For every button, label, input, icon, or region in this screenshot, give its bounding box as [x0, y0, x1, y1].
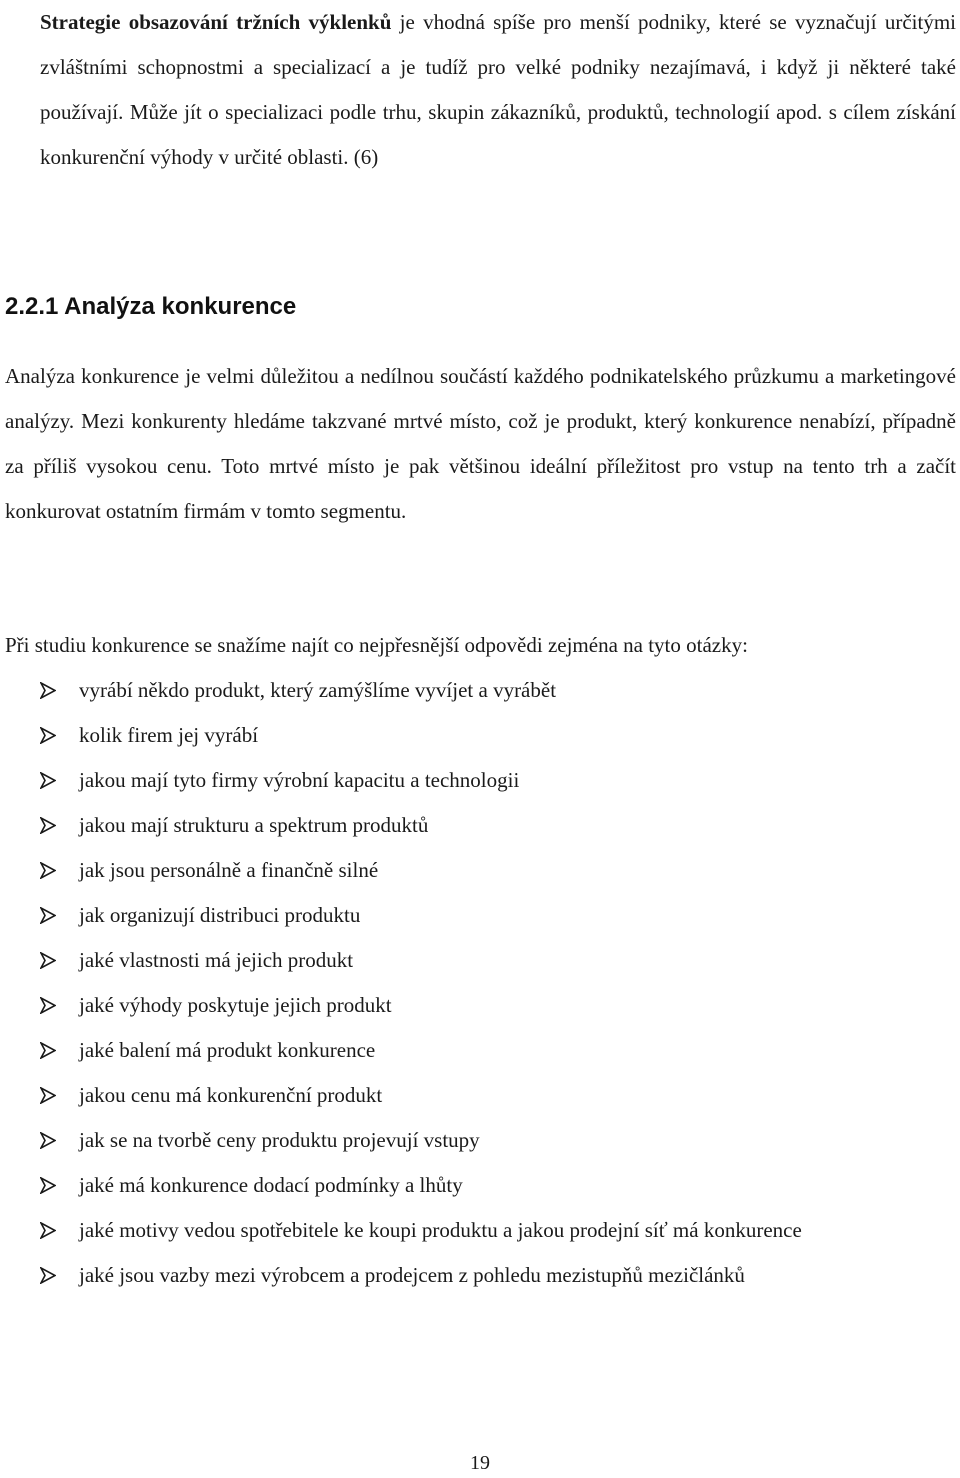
arrowhead-bullet-icon: [40, 997, 56, 1014]
list-item-text: jaké motivy vedou spotřebitele ke koupi produktu a jakou prodejní síť má konkurence: [79, 1218, 802, 1242]
list-item-text: jaké vlastnosti má jejich produkt: [79, 948, 354, 972]
list-item-text: jak se na tvorbě ceny produktu projevují vstupy: [79, 1128, 480, 1152]
paragraph-lead-term: Strategie obsazování tržních výklenků: [40, 10, 392, 34]
list-item: [0, 668, 956, 713]
arrowhead-bullet-icon: [40, 682, 56, 699]
list-item: [0, 893, 956, 938]
arrowhead-bullet-icon: [40, 1087, 56, 1104]
list-item: [0, 1163, 956, 1208]
arrowhead-bullet-icon: [40, 952, 56, 969]
page-number: 19: [470, 1452, 490, 1474]
list-item: [0, 938, 956, 983]
list-item-text: jaké má konkurence dodací podmínky a lhůty: [79, 1173, 463, 1197]
paragraph-questions-intro: Při studiu konkurence se snažíme najít co nejpřesnější odpovědi zejména na tyto otázky:: [5, 633, 748, 657]
list-item-text: jak jsou personálně a finančně silné: [79, 858, 379, 882]
arrowhead-bullet-icon: [40, 1267, 56, 1284]
paragraph-competition-analysis: Analýza konkurence je velmi důležitou a nedílnou součástí každého podnikatelského průzkumu a marketingové analýzy. Mezi konkurenty hledáme takzvané mrtvé místo, což je produkt, který konkurence nenabízí, případně za příliš vysokou cenu. Toto mrtvé místo je pak většinou ideální příležitost pro vstup na tento trh a začít konkurovat ostatním firmám v tomto segmentu.: [5, 364, 956, 523]
arrowhead-bullet-icon: [40, 1177, 56, 1194]
list-item: [0, 1118, 956, 1163]
list-item: [0, 713, 956, 758]
list-item: [0, 983, 956, 1028]
list-item: [0, 1028, 956, 1073]
list-item: [0, 1208, 956, 1253]
section-heading: 2.2.1 Analýza konkurence: [5, 293, 297, 320]
list-item-text: jaké výhody poskytuje jejich produkt: [79, 993, 392, 1017]
list-item-text: jakou mají tyto firmy výrobní kapacitu a technologii: [79, 768, 520, 792]
list-item: [0, 758, 956, 803]
arrowhead-bullet-icon: [40, 1042, 56, 1059]
list-item-text: jaké jsou vazby mezi výrobcem a prodejcem z pohledu mezistupňů mezičlánků: [79, 1263, 745, 1287]
arrowhead-bullet-icon: [40, 1222, 56, 1239]
list-item: [0, 1073, 956, 1118]
question-list: [0, 668, 960, 1298]
arrowhead-bullet-icon: [40, 1132, 56, 1149]
arrowhead-bullet-icon: [40, 862, 56, 879]
list-item-text: jakou mají strukturu a spektrum produktů: [79, 813, 429, 837]
paragraph-market-niche-strategy: [40, 0, 956, 180]
paragraph-body-text: je vhodná spíše pro menší podniky, které se vyznačují určitými zvláštními schopnostmi a specializací a je tudíž pro velké podniky nezajímavá, i když ji některé také používají. Může jít o specializaci podle trhu, skupin zákazníků, produktů, technologií apod. s cílem získání konkurenční výhody v určité oblasti. (6): [40, 10, 956, 169]
list-item-text: vyrábí někdo produkt, který zamýšlíme vyvíjet a vyrábět: [79, 678, 557, 702]
list-item: [0, 1253, 956, 1298]
list-item: [0, 848, 956, 893]
arrowhead-bullet-icon: [40, 727, 56, 744]
list-item-text: jak organizují distribuci produktu: [79, 903, 361, 927]
list-item-text: jaké balení má produkt konkurence: [79, 1038, 376, 1062]
arrowhead-bullet-icon: [40, 817, 56, 834]
arrowhead-bullet-icon: [40, 907, 56, 924]
arrowhead-bullet-icon: [40, 772, 56, 789]
list-item-text: kolik firem jej vyrábí: [79, 723, 259, 747]
list-item: [0, 803, 956, 848]
list-item-text: jakou cenu má konkurenční produkt: [79, 1083, 383, 1107]
